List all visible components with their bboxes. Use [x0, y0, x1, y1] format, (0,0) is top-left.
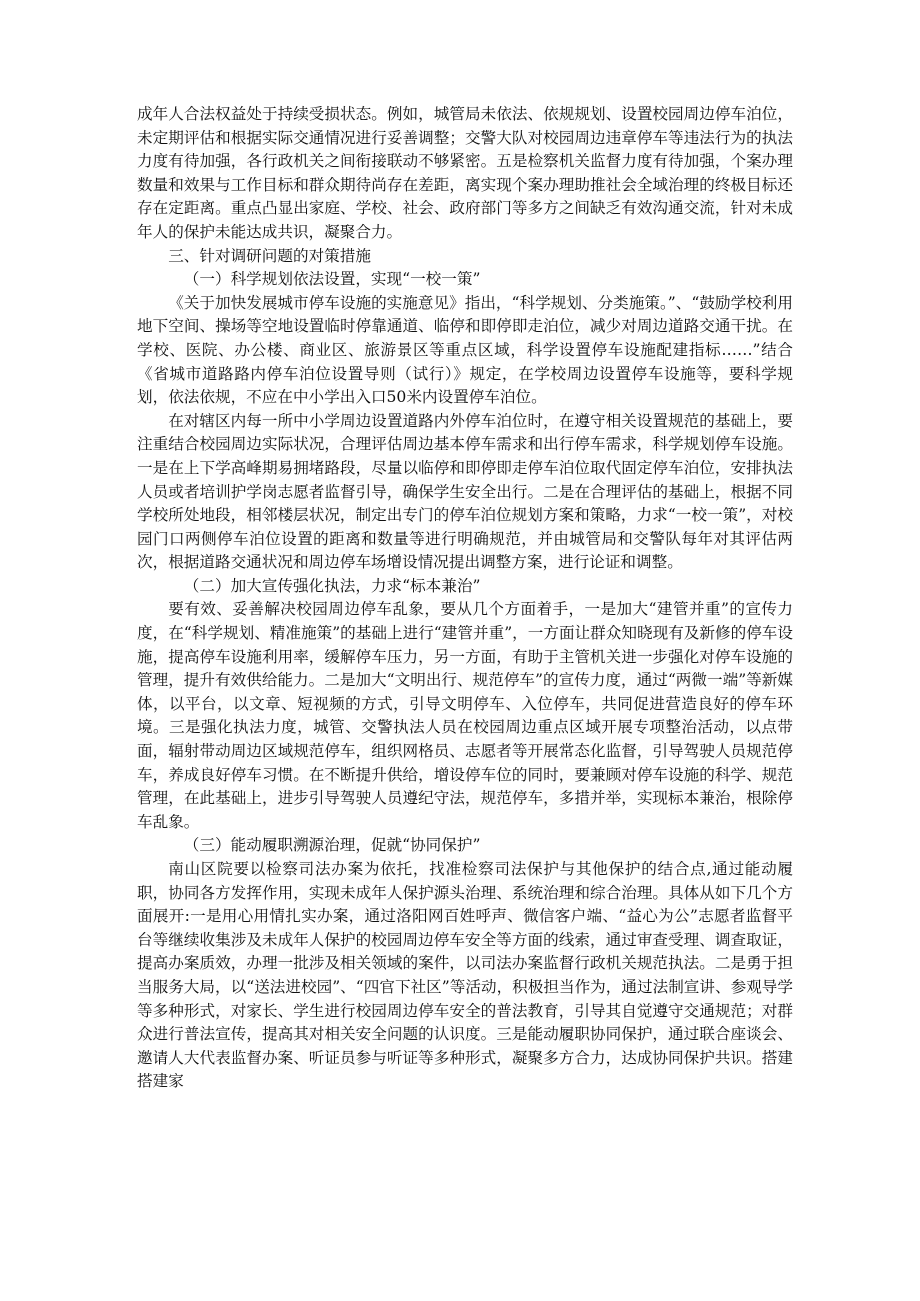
paragraph-1: 成年人合法权益处于持续受损状态。例如，城管局未依法、依规规划、设置校园周边停车泊位，未定期评估和根据实际交通情况进行妥善调整；交警大队对校园周边违章停车等违法行为的执法力度有待加强，各行政机关之间衔接联动不够紧密。五是检察机关监督力度有待加强，个案办理数量和效果与工作目标和群众期待尚存在差距，离实现个案办理助推社会全域治理的终极目标还存在定距离。重点凸显出家庭、学校、社会、政府部门等多方之间缺乏有效沟通交流，针对未成年人的保护未能达成共识，凝聚合力。	[137, 105, 793, 241]
paragraph-3: 在对辖区内每一所中小学周边设置道路内外停车泊位时，在遵守相关设置规范的基础上，要注重结合校园周边实际状况，合理评估周边基本停车需求和出行停车需求，科学规划停车设施。一是在上下学高峰期易拥堵路段，尽量以临停和即停即走停车泊位取代固定停车泊位，安排执法人员或者培训护学岗志愿者监督引导，确保学生安全出行。二是在合理评估的基础上，根据不同学校所处地段，相邻楼层状况，制定出专门的停车泊位规划方案和策略，力求“一校一策”，对校园门口两侧停车泊位设置的距离和数量等进行明确规范，并由城管局和交警队每年对其评估两次，根据道路交通状况和周边停车场增设情况提出调整方案，进行论证和调整。	[137, 411, 793, 572]
subheading-1: （一）科学规划依法设置，实现“一校一策”	[183, 270, 481, 289]
paragraph-2: 《关于加快发展城市停车设施的实施意见》指出，“科学规划、分类施策。”、“鼓励学校利用地下空间、操场等空地设置临时停靠通道、临停和即停即走泊位，减少对周边道路交通干扰。在学校、医院、办公楼、商业区、旅游景区等重点区域，科学设置停车设施配建指标……”结合《省城市道路路内停车泊位设置导则（试行）》规定，在学校周边设置停车设施等，要科学规划，依法依规，不应在中小学出入口50米内设置停车泊位。	[137, 293, 793, 407]
document-body	[137, 103, 793, 1094]
paragraph-5: 南山区院要以检察司法办案为依托，找准检察司法保护与其他保护的结合点,通过能动履职，协同各方发挥作用，实现未成年人保护源头治理、系统治理和综合治理。具体从如下几个方面展开:一是用心用情扎实办案，通过洛阳网百姓呼声、微信客户端、“益心为公”志愿者监督平台等继续收集涉及未成年人保护的校园周边停车安全等方面的线索，通过审查受理、调查取证，提高办案质效，办理一批涉及相关领域的案件，以司法办案监督行政机关规范执法。二是勇于担当服务大局，以“送法进校园”、“四官下社区”等活动，积极担当作为，通过法制宣讲、参观导学等多种形式，对家长、学生进行校园周边停车安全的普法教育，引导其自觉遵守交通规范；对群众进行普法宣传，提高其对相关安全问题的认识度。三是能动履职协同保护，通过联合座谈会、邀请人大代表监督办案、听证员参与听证等多种形式，凝聚多方合力，达成协同保护共识。搭建搭建家	[137, 860, 793, 1091]
subheading-2: （二）加大宣传强化执法，力求“标本兼治”	[183, 576, 481, 595]
paragraph-4: 要有效、妥善解决校园周边停车乱象，要从几个方面着手，一是加大“建管并重”的宣传力度，在“科学规划、精准施策”的基础上进行“建管并重”，一方面让群众知晓现有及新修的停车设施，提高停车设施利用率，缓解停车压力，另一方面，有助于主管机关进一步强化对停车设施的管理，提升有效供给能力。二是加大“文明出行、规范停车”的宣传力度，通过“两微一端”等新媒体，以平台，以文章、短视频的方式，引导文明停车、入位停车，共同促进营造良好的停车环境。三是强化执法力度，城管、交警执法人员在校园周边重点区域开展专项整治活动，以点带面，辐射带动周边区域规范停车，组织网格员、志愿者等开展常态化监督，引导驾驶人员规范停车，养成良好停车习惯。在不断提升供给，增设停车位的同时，要兼顾对停车设施的科学、规范管理，在此基础上，进步引导驾驶人员遵纪守法，规范停车，多措并举，实现标本兼治，根除停车乱象。	[137, 600, 793, 831]
section-heading-3: 三、针对调研问题的对策措施	[168, 246, 371, 265]
subheading-3: （三）能动履职溯源治理，促就“协同保护”	[183, 836, 481, 855]
